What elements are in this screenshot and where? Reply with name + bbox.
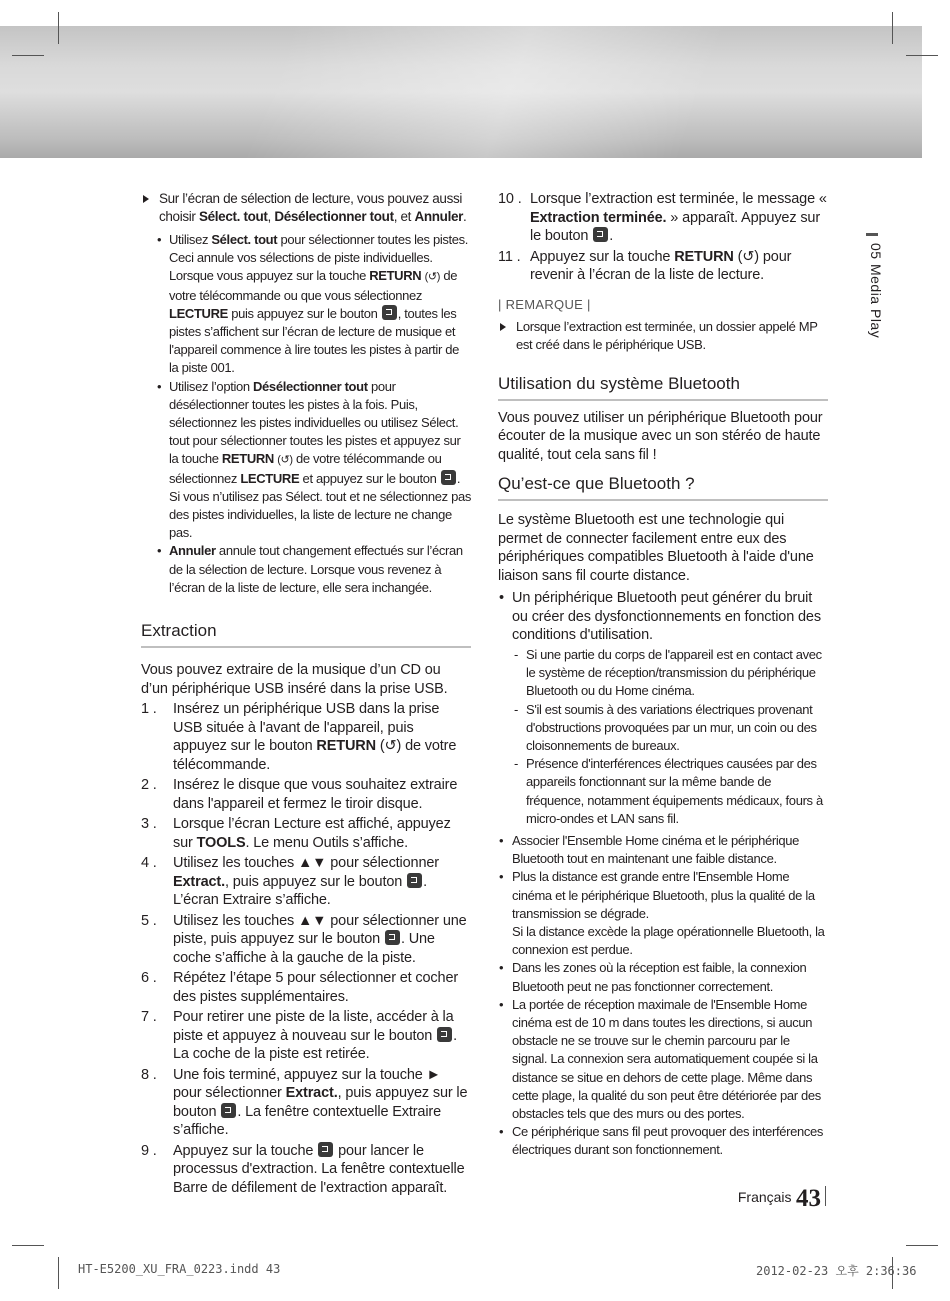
side-tab-label: 05 Media Play <box>868 243 884 339</box>
crop-mark <box>892 12 893 44</box>
step-item: 11 . Appuyez sur la touche RETURN (↺) pour revenir à l’écran de la liste de lecture. <box>498 248 792 283</box>
crop-mark <box>58 1257 59 1289</box>
list-item: • Plus la distance est grande entre l'Ensemble Home cinéma et le périphérique Bluetooth, plus la qualité de la transmission se dégrade. Si la distance excède la plage opérationnelle Bluetooth, la connexion est perdue. <box>512 868 828 959</box>
list-item: • La portée de réception maximale de l'Ensemble Home cinéma est de 10 m dans toutes les directions, si aucun obstacle ne se trouve sur le chemin parcouru par le signal. La connexion sera automatiquement coupée si la distance se situe en dehors de cette plage. Même dans cette plage, la qualité du son peut être détériorée par des obstacles tels que des murs ou des portes. <box>512 996 828 1123</box>
extraction-steps <box>141 700 471 1197</box>
what-is-bluetooth-heading: Qu’est-ce que Bluetooth ? <box>498 474 828 501</box>
crop-mark <box>906 1245 938 1246</box>
sub-item: - Si une partie du corps de l'appareil est en contact avec le système de réception/transmission du périphérique Bluetooth ou du Home cinéma. <box>526 646 828 701</box>
crop-mark <box>12 55 44 56</box>
crop-mark <box>906 55 938 56</box>
step-item: 7 . Pour retirer une piste de la liste, accéder à la piste et appuyez à nouveau sur le bouton . La coche de la piste est retirée. <box>141 1009 457 1063</box>
print-slug-timestamp: 2012-02-23 오후 2:36:36 <box>756 1264 917 1278</box>
footer-rule <box>825 1186 826 1206</box>
step-item: 5 . Utilisez les touches ▲▼ pour sélectionner une piste, puis appuyez sur le bouton . Une coche s’affiche à la gauche de la piste. <box>141 912 467 966</box>
list-item: • Associer l'Ensemble Home cinéma et le périphérique Bluetooth tout en maintenant une faible distance. <box>512 832 828 868</box>
left-column <box>141 190 471 1199</box>
enter-button-icon <box>382 305 397 320</box>
bluetooth-heading: Utilisation du système Bluetooth <box>498 374 828 401</box>
header-banner <box>0 26 922 158</box>
bluetooth-intro: Vous pouvez utiliser un périphérique Bluetooth pour écouter de la musique avec un son stéréo de haute qualité, tout cela sans fil ! <box>498 409 823 463</box>
list-item: • Un périphérique Bluetooth peut générer du bruit ou créer des dysfonctionnements en fonction des conditions d'utilisation. - Si une partie du corps de l'appareil est en contact avec le système de réception/transmission du périphérique Bluetooth ou du Home cinéma. - S'il est soumis à des variations électriques provenant d'obstructions provoquées par un mur, un coin ou des cloisonnements de bureaux. - Présence d'interférences électriques causées par des appareils fonctionnant sur la même bande de fréquence, notamment équipements médicaux, fours à micro-ondes et LAN sans fil. <box>512 589 828 828</box>
print-slug-file: HT-E5200_XU_FRA_0223.indd 43 <box>78 1262 281 1276</box>
sub-item: - S'il est soumis à des variations électriques provenant d'obstructions provoquées par un mur, un coin ou des cloisonnements de bureaux. <box>526 701 828 756</box>
enter-button-icon <box>221 1103 236 1118</box>
remark-note: Lorsque l’extraction est terminée, un dossier appelé MP est créé dans le périphérique USB. <box>498 318 828 354</box>
step-item: 8 . Une fois terminé, appuyez sur la touche ► pour sélectionner Extract., puis appuyez sur le bouton . La fenêtre contextuelle Extraire s’affiche. <box>141 1066 468 1139</box>
what-is-bluetooth-intro: Le système Bluetooth est une technologie qui permet de connecter facilement entre eux des périphériques compatibles Bluetooth à l'aide d'une liaison sans fil courte distance. <box>498 512 814 584</box>
crop-mark <box>58 12 59 44</box>
step-item: 2 . Insérez le disque que vous souhaitez extraire dans l'appareil et fermez le tiroir disque. <box>141 777 458 812</box>
bluetooth-subitems <box>512 646 828 828</box>
crop-mark <box>12 1245 44 1246</box>
select-options-list <box>141 231 471 597</box>
bluetooth-bullets <box>498 589 828 828</box>
right-column <box>498 190 828 1160</box>
list-item: • Dans les zones où la réception est faible, la connexion Bluetooth peut ne pas fonctionner correctement. <box>512 959 828 995</box>
return-icon: (↺) <box>737 248 759 265</box>
enter-button-icon <box>385 930 400 945</box>
step-item: 9 . Appuyez sur la touche pour lancer le processus d'extraction. La fenêtre contextuelle Barre de défilement de l'extraction apparaît. <box>141 1142 465 1196</box>
list-item: • Annuler annule tout changement effectués sur l’écran de la sélection de lecture. Lorsque vous revenez à l’écran de la liste de lecture, elle sera inchangée. <box>169 542 471 597</box>
page-footer <box>738 1185 826 1213</box>
return-icon: (↺) <box>424 271 441 284</box>
side-tab-bar <box>866 233 878 236</box>
extraction-intro: Vous pouvez extraire de la musique d’un CD ou d’un périphérique USB inséré dans la prise USB. <box>141 662 448 697</box>
step-item: 10 . Lorsque l’extraction est terminée, le message « Extraction terminée. » apparaît. Appuyez sur le bouton . <box>498 191 827 244</box>
enter-button-icon <box>407 873 422 888</box>
return-icon: (↺) <box>379 738 402 755</box>
enter-button-icon <box>318 1142 333 1157</box>
page-number: 43 <box>796 1185 821 1212</box>
bluetooth-notes <box>498 832 828 1160</box>
chapter-side-tab <box>862 233 894 363</box>
return-icon: (↺) <box>277 454 293 467</box>
enter-button-icon <box>593 227 608 242</box>
list-item: • Utilisez Sélect. tout pour sélectionner toutes les pistes. Ceci annule vos sélections de piste individuelles. Lorsque vous appuyez sur la touche RETURN (↺) de votre télécommande ou que vous sélectionnez LECTURE puis appuyez sur le bouton , toutes les pistes s’affichent sur l’écran de lecture de musique et l'appareil commence à lire toutes les pistes à partir de la piste 001. <box>169 231 471 378</box>
enter-button-icon <box>441 470 456 485</box>
step-item: 1 . Insérez un périphérique USB dans la prise USB située à l'avant de l'appareil, puis appuyez sur le bouton RETURN (↺) de votre télécommande. <box>141 701 457 773</box>
list-item: • Utilisez l’option Désélectionner tout pour désélectionner toutes les pistes à la fois. Puis, sélectionnez les pistes individuelles ou utilisez Sélect. tout pour sélectionner toutes les pistes et appuyez sur la touche RETURN (↺) de votre télécommande ou sélectionnez LECTURE et appuyez sur le bouton . Si vous n’utilisez pas Sélect. tout et ne sélectionnez pas des pistes individuelles, la liste de lecture ne change pas. <box>169 378 471 543</box>
footer-language: Français <box>737 1189 792 1205</box>
select-options-note: Sur l’écran de sélection de lecture, vous pouvez aussi choisir Sélect. tout, Désélectionner tout, et Annuler. <box>141 190 471 226</box>
list-item: • Ce périphérique sans fil peut provoquer des interférences électriques durant son fonctionnement. <box>512 1123 828 1159</box>
step-item: 6 . Répétez l’étape 5 pour sélectionner et cocher des pistes supplémentaires. <box>141 970 459 1005</box>
extraction-heading: Extraction <box>141 621 471 648</box>
extraction-steps-continued <box>498 190 828 285</box>
remark-label: | REMARQUE | <box>498 296 591 312</box>
step-item: 4 . Utilisez les touches ▲▼ pour sélectionner Extract., puis appuyez sur le bouton . L’écran Extraire s’affiche. <box>141 855 439 909</box>
enter-button-icon <box>437 1027 452 1042</box>
step-item: 3 . Lorsque l’écran Lecture est affiché, appuyez sur TOOLS. Le menu Outils s’affiche. <box>141 816 451 851</box>
sub-item: - Présence d'interférences électriques causées par des appareils fonctionnant sur la même bande de fréquence, notamment équipements médicaux, fours à micro-ondes et LAN sans fil. <box>526 755 828 828</box>
